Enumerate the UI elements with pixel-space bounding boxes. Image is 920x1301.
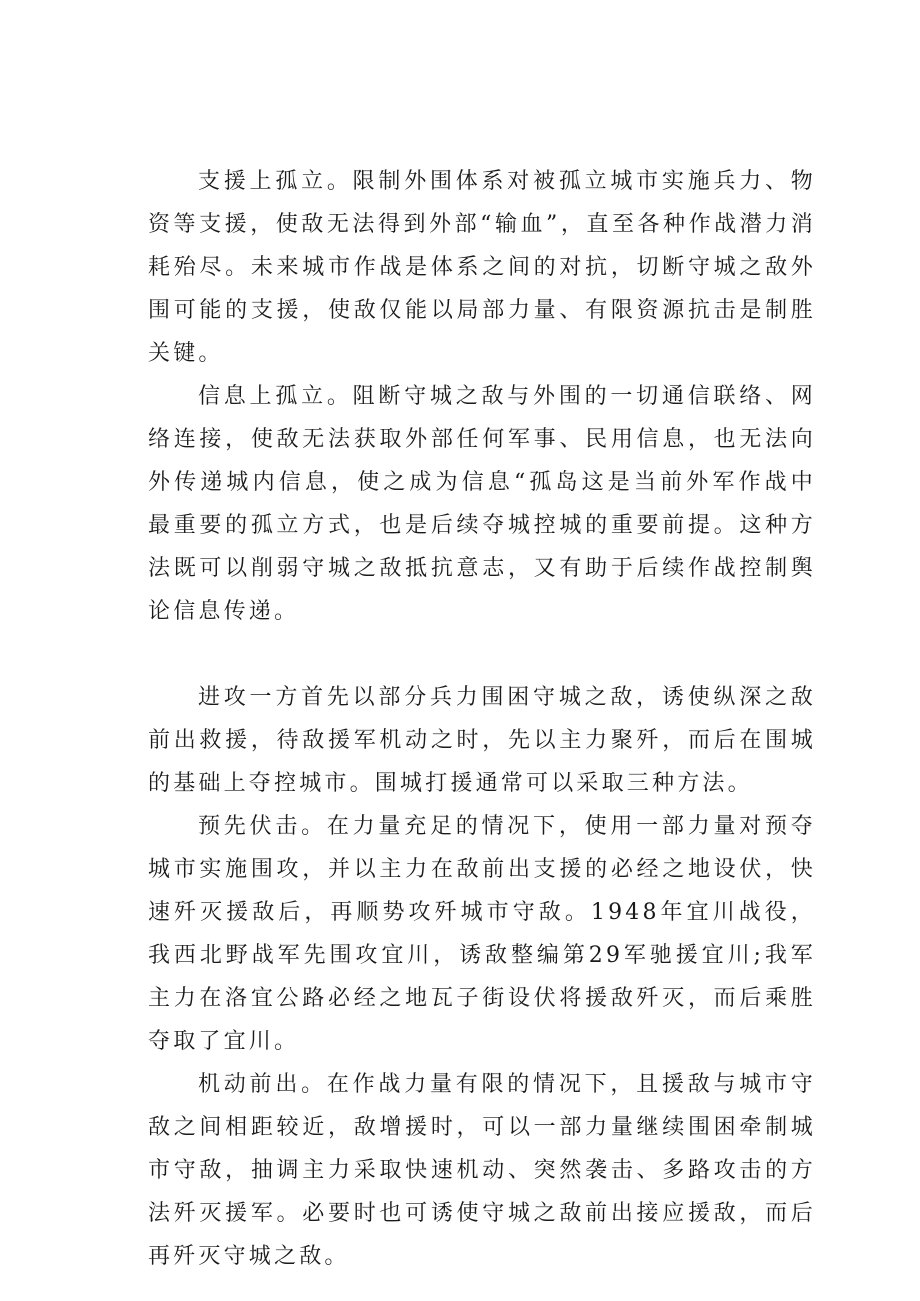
document-body	[148, 160, 816, 1278]
paragraph-siege-intro: 进攻一方首先以部分兵力围困守城之敌，诱使纵深之敌前出救援，待敌援军机动之时，先以主力聚歼，而后在围城的基础上夺控城市。围城打援通常可以采取三种方法。	[148, 685, 816, 796]
paragraph-information-isolation: 信息上孤立。阻断守城之敌与外围的一切通信联络、网络连接，使敌无法获取外部任何军事、民用信息，也无法向外传递城内信息，使之成为信息“孤岛这是当前外军作战中最重要的孤立方式，也是后续夺城控城的重要前提。这种方法既可以削弱守城之敌抵抗意志，又有助于后续作战控制舆论信息传递。	[148, 384, 816, 624]
paragraph-ambush: 预先伏击。在力量充足的情况下，使用一部力量对预夺城市实施围攻，并以主力在敌前出支援的必经之地设伏，快速歼灭援敌后，再顺势攻歼城市守敌。1948年宜川战役，我西北野战军先围攻宜川，诱敌整编第29军驰援宜川;我军主力在洛宜公路必经之地瓦子街设伏将援敌歼灭，而后乘胜夺取了宜川。	[148, 814, 816, 1054]
section-gap	[148, 633, 816, 676]
paragraph-mobile-advance: 机动前出。在作战力量有限的情况下，且援敌与城市守敌之间相距较近，敌增援时，可以一部力量继续围困牵制城市守敌，抽调主力采取快速机动、突然袭击、多路攻击的方法歼灭援军。必要时也可诱使守城之敌前出接应援敌，而后再歼灭守城之敌。	[148, 1072, 816, 1269]
paragraph-support-isolation: 支援上孤立。限制外围体系对被孤立城市实施兵力、物资等支援，使敌无法得到外部“输血”，直至各种作战潜力消耗殆尽。未来城市作战是体系之间的对抗，切断守城之敌外围可能的支援，使敌仅能以局部力量、有限资源抗击是制胜关键。	[148, 169, 816, 366]
